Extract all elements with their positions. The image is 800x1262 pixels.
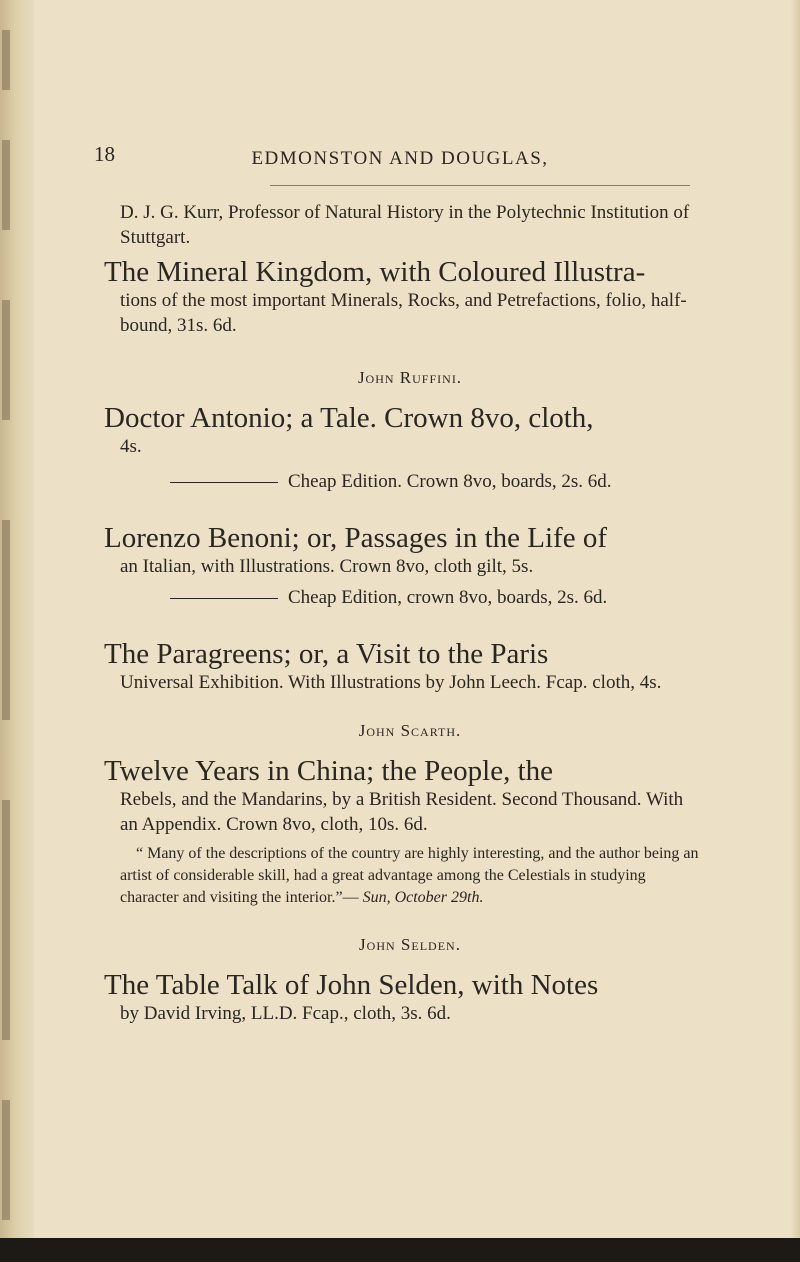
press-quote-text: “ Many of the descriptions of the country are highly interesting, and the author being an artist of considerable skill, had a great advantage among the Celestials in studying character and visiting the interior.”— <box>120 845 699 906</box>
author-ruffini: John Ruffini. <box>357 368 463 387</box>
page-number: 18 <box>94 142 115 166</box>
bottom-dark-band <box>0 1238 800 1262</box>
head-rule <box>270 185 690 186</box>
lorenzo-title: Lorenzo Benoni; or, Passages in the Life of <box>104 522 607 554</box>
press-quote-source: Sun, October 29th. <box>362 889 484 906</box>
table-talk-description: by David Irving, LL.D. Fcap., cloth, 3s. 6d. <box>120 1003 451 1024</box>
lorenzo-cheap-text: Cheap Edition, crown 8vo, boards, 2s. 6d. <box>288 587 608 608</box>
binding-mark <box>2 300 10 420</box>
kurr-intro: D. J. G. Kurr, Professor of Natural History in the Polytechnic Institution of Stuttgart. <box>120 202 690 248</box>
antonio-title: Doctor Antonio; a Tale. Crown 8vo, cloth, <box>104 402 594 434</box>
author-selden: John Selden. <box>359 935 461 954</box>
antonio-cheap-edition <box>170 469 700 494</box>
ditto-dash <box>170 482 278 483</box>
table-talk-title: The Table Talk of John Selden, with Notes <box>104 969 599 1001</box>
lorenzo-description: an Italian, with Illustrations. Crown 8vo, cloth gilt, 5s. <box>120 556 534 577</box>
antonio-cheap-text: Cheap Edition. Crown 8vo, boards, 2s. 6d. <box>288 471 612 492</box>
press-quote <box>120 843 700 909</box>
lorenzo-cheap-edition <box>170 585 700 610</box>
catalogue-body <box>104 200 700 1026</box>
twelve-years-title: Twelve Years in China; the People, the <box>104 755 554 787</box>
page-right-edge <box>790 0 800 1262</box>
binding-mark <box>2 520 10 720</box>
kurr-title: The Mineral Kingdom, with Coloured Illustra- <box>104 256 646 288</box>
paragreens-description: Universal Exhibition. With Illustrations by John Leech. Fcap. cloth, 4s. <box>120 672 662 693</box>
binding-edge <box>0 0 34 1262</box>
binding-mark <box>2 30 10 90</box>
antonio-price: 4s. <box>120 436 142 457</box>
kurr-description: tions of the most important Minerals, Rocks, and Petrefactions, folio, half-bound, 31s. 6d. <box>120 290 687 336</box>
binding-mark <box>2 1100 10 1220</box>
author-scarth: John Scarth. <box>358 721 462 740</box>
ditto-dash <box>170 598 278 599</box>
paragreens-title: The Paragreens; or, a Visit to the Paris <box>104 638 549 670</box>
binding-mark <box>2 800 10 1040</box>
running-head: EDMONSTON AND DOUGLAS, <box>251 148 549 169</box>
twelve-years-description: Rebels, and the Mandarins, by a British Resident. Second Thousand. With an Appendix. Crown 8vo, cloth, 10s. 6d. <box>120 789 684 835</box>
